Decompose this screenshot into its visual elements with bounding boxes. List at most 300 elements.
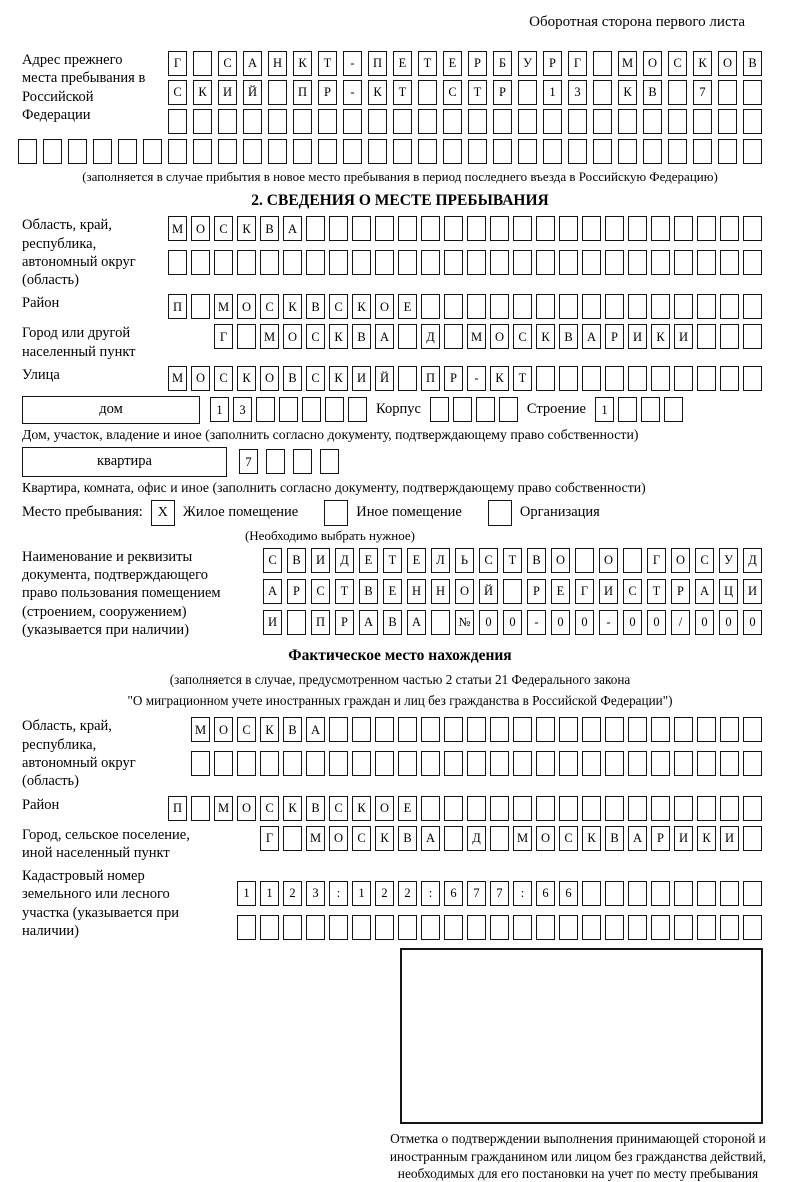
char-cell[interactable]	[582, 881, 601, 906]
char-cell[interactable]: :	[513, 881, 532, 906]
char-cell[interactable]: С	[311, 579, 330, 604]
char-cell[interactable]	[306, 751, 325, 776]
char-cell[interactable]	[418, 80, 437, 105]
char-cell[interactable]	[375, 250, 394, 275]
char-cell[interactable]	[398, 751, 417, 776]
char-cell[interactable]	[476, 397, 495, 422]
char-cell[interactable]: Р	[468, 51, 487, 76]
char-cell[interactable]	[697, 717, 716, 742]
char-cell[interactable]	[287, 610, 306, 635]
char-cell[interactable]	[674, 881, 693, 906]
char-cell[interactable]	[582, 216, 601, 241]
char-cell[interactable]: У	[719, 548, 738, 573]
char-cell[interactable]: П	[368, 51, 387, 76]
char-cell[interactable]	[536, 915, 555, 940]
char-cell[interactable]	[444, 717, 463, 742]
char-cell[interactable]	[618, 397, 637, 422]
char-cell[interactable]: Р	[671, 579, 690, 604]
char-cell[interactable]	[329, 717, 348, 742]
char-cell[interactable]	[467, 717, 486, 742]
char-cell[interactable]: 1	[237, 881, 256, 906]
char-cell[interactable]	[536, 717, 555, 742]
char-cell[interactable]	[618, 139, 637, 164]
char-cell[interactable]	[582, 915, 601, 940]
char-cell[interactable]	[743, 216, 762, 241]
char-cell[interactable]	[518, 80, 537, 105]
char-cell[interactable]	[697, 366, 716, 391]
char-cell[interactable]: 1	[543, 80, 562, 105]
char-cell[interactable]: О	[643, 51, 662, 76]
char-cell[interactable]	[697, 216, 716, 241]
char-cell[interactable]	[490, 250, 509, 275]
char-cell[interactable]	[618, 109, 637, 134]
char-cell[interactable]: С	[329, 294, 348, 319]
char-cell[interactable]	[674, 796, 693, 821]
char-cell[interactable]	[243, 139, 262, 164]
char-cell[interactable]	[421, 216, 440, 241]
char-cell[interactable]: И	[218, 80, 237, 105]
char-cell[interactable]	[664, 397, 683, 422]
char-cell[interactable]	[743, 796, 762, 821]
char-cell[interactable]: О	[214, 717, 233, 742]
char-cell[interactable]	[536, 751, 555, 776]
char-cell[interactable]: В	[743, 51, 762, 76]
char-cell[interactable]	[720, 324, 739, 349]
char-cell[interactable]: М	[191, 717, 210, 742]
char-cell[interactable]: О	[490, 324, 509, 349]
char-cell[interactable]: В	[283, 717, 302, 742]
char-cell[interactable]: И	[352, 366, 371, 391]
char-cell[interactable]	[720, 915, 739, 940]
char-cell[interactable]: П	[421, 366, 440, 391]
house-type-box[interactable]: дом	[22, 396, 200, 424]
char-cell[interactable]: О	[375, 294, 394, 319]
char-cell[interactable]	[720, 216, 739, 241]
char-cell[interactable]	[718, 109, 737, 134]
char-cell[interactable]: Р	[527, 579, 546, 604]
char-cell[interactable]: С	[260, 294, 279, 319]
char-cell[interactable]	[453, 397, 472, 422]
char-cell[interactable]: И	[311, 548, 330, 573]
char-cell[interactable]	[444, 796, 463, 821]
char-cell[interactable]	[237, 751, 256, 776]
char-cell[interactable]: Е	[383, 579, 402, 604]
char-cell[interactable]: О	[260, 366, 279, 391]
char-cell[interactable]	[720, 751, 739, 776]
char-cell[interactable]	[582, 796, 601, 821]
char-cell[interactable]	[628, 216, 647, 241]
char-cell[interactable]	[325, 397, 344, 422]
char-cell[interactable]: К	[352, 796, 371, 821]
char-cell[interactable]	[593, 109, 612, 134]
char-cell[interactable]: О	[375, 796, 394, 821]
char-cell[interactable]	[468, 139, 487, 164]
char-cell[interactable]: М	[214, 294, 233, 319]
char-cell[interactable]	[490, 826, 509, 851]
char-cell[interactable]: С	[695, 548, 714, 573]
char-cell[interactable]: И	[599, 579, 618, 604]
char-cell[interactable]: С	[218, 51, 237, 76]
char-cell[interactable]: 7	[467, 881, 486, 906]
char-cell[interactable]: О	[283, 324, 302, 349]
char-cell[interactable]	[674, 717, 693, 742]
char-cell[interactable]: С	[329, 796, 348, 821]
char-cell[interactable]: Р	[651, 826, 670, 851]
char-cell[interactable]	[260, 250, 279, 275]
char-cell[interactable]: Б	[493, 51, 512, 76]
char-cell[interactable]	[375, 915, 394, 940]
char-cell[interactable]	[674, 250, 693, 275]
char-cell[interactable]	[743, 826, 762, 851]
char-cell[interactable]: Й	[243, 80, 262, 105]
char-cell[interactable]	[266, 449, 285, 474]
char-cell[interactable]	[444, 250, 463, 275]
char-cell[interactable]	[743, 109, 762, 134]
char-cell[interactable]: В	[359, 579, 378, 604]
char-cell[interactable]	[352, 751, 371, 776]
char-cell[interactable]	[651, 751, 670, 776]
char-cell[interactable]	[568, 139, 587, 164]
char-cell[interactable]: №	[455, 610, 474, 635]
char-cell[interactable]	[651, 881, 670, 906]
char-cell[interactable]: Е	[443, 51, 462, 76]
char-cell[interactable]: П	[168, 796, 187, 821]
char-cell[interactable]	[674, 216, 693, 241]
char-cell[interactable]	[243, 109, 262, 134]
char-cell[interactable]: В	[306, 796, 325, 821]
char-cell[interactable]: В	[352, 324, 371, 349]
char-cell[interactable]: С	[306, 366, 325, 391]
char-cell[interactable]	[143, 139, 162, 164]
char-cell[interactable]: К	[536, 324, 555, 349]
char-cell[interactable]	[668, 109, 687, 134]
char-cell[interactable]	[582, 250, 601, 275]
char-cell[interactable]: М	[260, 324, 279, 349]
char-cell[interactable]: 3	[233, 397, 252, 422]
char-cell[interactable]	[651, 915, 670, 940]
char-cell[interactable]	[513, 751, 532, 776]
char-cell[interactable]	[605, 796, 624, 821]
char-cell[interactable]: И	[674, 324, 693, 349]
char-cell[interactable]	[283, 826, 302, 851]
char-cell[interactable]	[468, 109, 487, 134]
char-cell[interactable]	[191, 294, 210, 319]
char-cell[interactable]	[628, 881, 647, 906]
char-cell[interactable]: М	[306, 826, 325, 851]
char-cell[interactable]	[568, 109, 587, 134]
char-cell[interactable]	[628, 751, 647, 776]
char-cell[interactable]: Р	[493, 80, 512, 105]
char-cell[interactable]	[421, 915, 440, 940]
char-cell[interactable]: О	[599, 548, 618, 573]
char-cell[interactable]: С	[263, 548, 282, 573]
char-cell[interactable]	[306, 216, 325, 241]
char-cell[interactable]: 1	[352, 881, 371, 906]
char-cell[interactable]	[443, 109, 462, 134]
char-cell[interactable]: Й	[479, 579, 498, 604]
char-cell[interactable]	[293, 449, 312, 474]
char-cell[interactable]: Л	[431, 548, 450, 573]
char-cell[interactable]: К	[293, 51, 312, 76]
char-cell[interactable]	[697, 250, 716, 275]
char-cell[interactable]: С	[443, 80, 462, 105]
char-cell[interactable]	[118, 139, 137, 164]
char-cell[interactable]: О	[671, 548, 690, 573]
char-cell[interactable]	[218, 139, 237, 164]
char-cell[interactable]	[237, 250, 256, 275]
char-cell[interactable]	[329, 915, 348, 940]
char-cell[interactable]	[605, 366, 624, 391]
char-cell[interactable]	[283, 250, 302, 275]
checkbox-other-premises[interactable]	[324, 500, 348, 526]
char-cell[interactable]	[720, 250, 739, 275]
char-cell[interactable]	[582, 751, 601, 776]
char-cell[interactable]	[518, 139, 537, 164]
char-cell[interactable]	[398, 915, 417, 940]
char-cell[interactable]	[668, 80, 687, 105]
char-cell[interactable]	[421, 250, 440, 275]
char-cell[interactable]	[490, 216, 509, 241]
char-cell[interactable]: С	[214, 366, 233, 391]
char-cell[interactable]: К	[283, 294, 302, 319]
char-cell[interactable]	[302, 397, 321, 422]
char-cell[interactable]: /	[671, 610, 690, 635]
char-cell[interactable]	[68, 139, 87, 164]
char-cell[interactable]	[283, 915, 302, 940]
char-cell[interactable]: Ь	[455, 548, 474, 573]
char-cell[interactable]	[743, 294, 762, 319]
char-cell[interactable]	[643, 139, 662, 164]
char-cell[interactable]: М	[618, 51, 637, 76]
char-cell[interactable]: С	[352, 826, 371, 851]
char-cell[interactable]: 0	[719, 610, 738, 635]
char-cell[interactable]: Г	[568, 51, 587, 76]
char-cell[interactable]: 0	[647, 610, 666, 635]
char-cell[interactable]: Г	[575, 579, 594, 604]
char-cell[interactable]	[375, 216, 394, 241]
char-cell[interactable]: О	[536, 826, 555, 851]
char-cell[interactable]	[543, 139, 562, 164]
char-cell[interactable]: Т	[383, 548, 402, 573]
char-cell[interactable]: А	[243, 51, 262, 76]
char-cell[interactable]: 7	[490, 881, 509, 906]
char-cell[interactable]	[193, 139, 212, 164]
char-cell[interactable]	[605, 717, 624, 742]
char-cell[interactable]: Н	[407, 579, 426, 604]
char-cell[interactable]: А	[263, 579, 282, 604]
char-cell[interactable]	[720, 881, 739, 906]
char-cell[interactable]: Т	[513, 366, 532, 391]
char-cell[interactable]: К	[283, 796, 302, 821]
char-cell[interactable]	[193, 51, 212, 76]
char-cell[interactable]	[329, 216, 348, 241]
char-cell[interactable]	[393, 139, 412, 164]
char-cell[interactable]	[536, 294, 555, 319]
char-cell[interactable]	[293, 139, 312, 164]
char-cell[interactable]	[444, 751, 463, 776]
char-cell[interactable]: М	[467, 324, 486, 349]
char-cell[interactable]	[720, 366, 739, 391]
char-cell[interactable]: -	[343, 51, 362, 76]
char-cell[interactable]: Ц	[719, 579, 738, 604]
char-cell[interactable]: 0	[503, 610, 522, 635]
char-cell[interactable]: Й	[375, 366, 394, 391]
char-cell[interactable]	[559, 915, 578, 940]
char-cell[interactable]	[490, 751, 509, 776]
char-cell[interactable]: Р	[318, 80, 337, 105]
char-cell[interactable]	[536, 216, 555, 241]
char-cell[interactable]: С	[623, 579, 642, 604]
char-cell[interactable]: 3	[306, 881, 325, 906]
char-cell[interactable]	[444, 324, 463, 349]
char-cell[interactable]: К	[490, 366, 509, 391]
char-cell[interactable]	[651, 216, 670, 241]
char-cell[interactable]: 3	[568, 80, 587, 105]
char-cell[interactable]	[513, 915, 532, 940]
char-cell[interactable]	[398, 717, 417, 742]
char-cell[interactable]: -	[343, 80, 362, 105]
char-cell[interactable]	[421, 796, 440, 821]
char-cell[interactable]	[720, 796, 739, 821]
char-cell[interactable]: 1	[260, 881, 279, 906]
char-cell[interactable]	[536, 796, 555, 821]
char-cell[interactable]	[237, 324, 256, 349]
char-cell[interactable]	[193, 109, 212, 134]
char-cell[interactable]	[418, 139, 437, 164]
char-cell[interactable]: Е	[407, 548, 426, 573]
char-cell[interactable]	[559, 717, 578, 742]
char-cell[interactable]	[593, 80, 612, 105]
char-cell[interactable]	[329, 751, 348, 776]
char-cell[interactable]	[605, 216, 624, 241]
char-cell[interactable]: С	[559, 826, 578, 851]
char-cell[interactable]: К	[693, 51, 712, 76]
char-cell[interactable]	[214, 250, 233, 275]
char-cell[interactable]: И	[628, 324, 647, 349]
char-cell[interactable]	[559, 250, 578, 275]
char-cell[interactable]	[256, 397, 275, 422]
char-cell[interactable]: К	[651, 324, 670, 349]
char-cell[interactable]: М	[168, 216, 187, 241]
char-cell[interactable]	[398, 366, 417, 391]
char-cell[interactable]: Д	[743, 548, 762, 573]
char-cell[interactable]	[268, 109, 287, 134]
char-cell[interactable]	[418, 109, 437, 134]
char-cell[interactable]	[593, 51, 612, 76]
char-cell[interactable]: К	[237, 366, 256, 391]
char-cell[interactable]	[743, 717, 762, 742]
char-cell[interactable]: В	[605, 826, 624, 851]
char-cell[interactable]: К	[582, 826, 601, 851]
char-cell[interactable]	[693, 139, 712, 164]
char-cell[interactable]	[306, 915, 325, 940]
char-cell[interactable]: Р	[543, 51, 562, 76]
char-cell[interactable]	[467, 216, 486, 241]
char-cell[interactable]	[668, 139, 687, 164]
char-cell[interactable]: М	[513, 826, 532, 851]
char-cell[interactable]: И	[263, 610, 282, 635]
char-cell[interactable]	[306, 250, 325, 275]
char-cell[interactable]	[444, 826, 463, 851]
char-cell[interactable]	[593, 139, 612, 164]
char-cell[interactable]	[318, 109, 337, 134]
char-cell[interactable]: П	[311, 610, 330, 635]
char-cell[interactable]	[582, 717, 601, 742]
char-cell[interactable]	[743, 915, 762, 940]
char-cell[interactable]	[191, 796, 210, 821]
char-cell[interactable]: Т	[503, 548, 522, 573]
char-cell[interactable]: Т	[393, 80, 412, 105]
char-cell[interactable]	[368, 109, 387, 134]
char-cell[interactable]: К	[193, 80, 212, 105]
char-cell[interactable]	[421, 717, 440, 742]
char-cell[interactable]: К	[375, 826, 394, 851]
char-cell[interactable]	[605, 294, 624, 319]
char-cell[interactable]	[743, 324, 762, 349]
char-cell[interactable]	[718, 139, 737, 164]
char-cell[interactable]	[260, 751, 279, 776]
char-cell[interactable]: Е	[551, 579, 570, 604]
char-cell[interactable]	[518, 109, 537, 134]
char-cell[interactable]	[628, 717, 647, 742]
char-cell[interactable]: -	[467, 366, 486, 391]
char-cell[interactable]	[237, 915, 256, 940]
char-cell[interactable]: К	[329, 366, 348, 391]
char-cell[interactable]: 0	[479, 610, 498, 635]
char-cell[interactable]	[513, 717, 532, 742]
char-cell[interactable]: К	[368, 80, 387, 105]
char-cell[interactable]	[268, 80, 287, 105]
char-cell[interactable]: :	[329, 881, 348, 906]
char-cell[interactable]: К	[329, 324, 348, 349]
char-cell[interactable]	[168, 139, 187, 164]
char-cell[interactable]	[513, 796, 532, 821]
char-cell[interactable]	[443, 139, 462, 164]
char-cell[interactable]	[467, 796, 486, 821]
char-cell[interactable]	[559, 216, 578, 241]
char-cell[interactable]	[628, 366, 647, 391]
char-cell[interactable]	[536, 250, 555, 275]
char-cell[interactable]: А	[407, 610, 426, 635]
char-cell[interactable]: 2	[283, 881, 302, 906]
char-cell[interactable]: 1	[210, 397, 229, 422]
char-cell[interactable]	[444, 216, 463, 241]
char-cell[interactable]: Г	[168, 51, 187, 76]
char-cell[interactable]	[697, 796, 716, 821]
char-cell[interactable]: А	[421, 826, 440, 851]
char-cell[interactable]: В	[383, 610, 402, 635]
char-cell[interactable]: О	[237, 796, 256, 821]
char-cell[interactable]	[559, 366, 578, 391]
char-cell[interactable]	[582, 366, 601, 391]
apartment-type-box[interactable]: квартира	[22, 447, 227, 477]
char-cell[interactable]: К	[237, 216, 256, 241]
char-cell[interactable]: 0	[575, 610, 594, 635]
char-cell[interactable]: В	[287, 548, 306, 573]
char-cell[interactable]: -	[599, 610, 618, 635]
char-cell[interactable]: Е	[398, 294, 417, 319]
char-cell[interactable]	[605, 751, 624, 776]
char-cell[interactable]	[352, 250, 371, 275]
char-cell[interactable]	[513, 216, 532, 241]
char-cell[interactable]: В	[527, 548, 546, 573]
char-cell[interactable]	[493, 109, 512, 134]
char-cell[interactable]	[218, 109, 237, 134]
char-cell[interactable]	[605, 881, 624, 906]
char-cell[interactable]	[623, 548, 642, 573]
char-cell[interactable]	[575, 548, 594, 573]
char-cell[interactable]: С	[306, 324, 325, 349]
